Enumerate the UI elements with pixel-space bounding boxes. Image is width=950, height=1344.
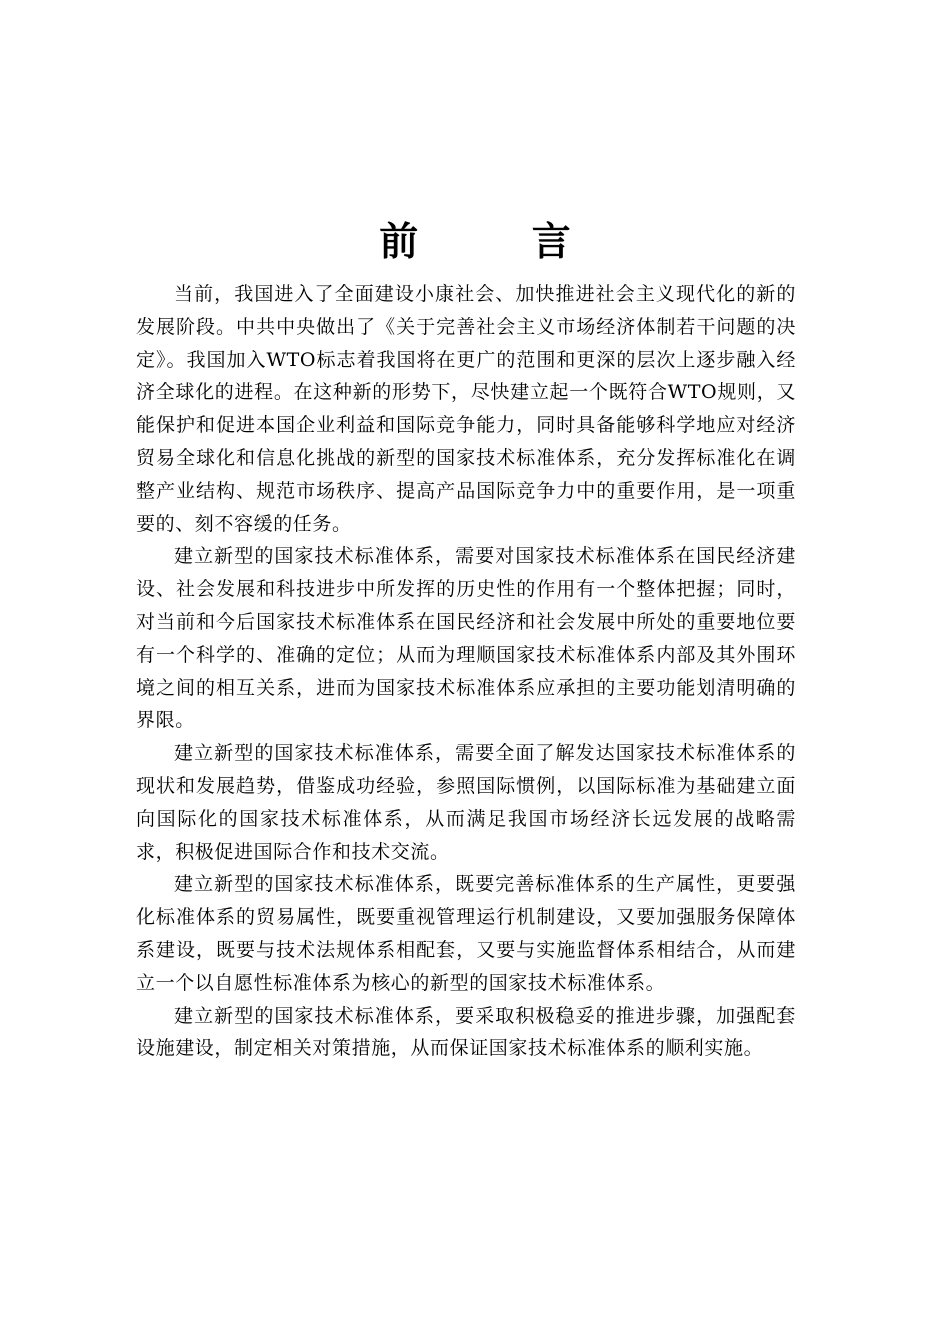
- preface-body: [136, 278, 796, 1065]
- paragraph-2: 建立新型的国家技术标准体系，需要对国家技术标准体系在国民经济建设、社会发展和科技进步中所发挥的历史性的作用有一个整体把握；同时，对当前和今后国家技术标准体系在国民经济和社会发展中所处的重要地位要有一个科学的、准确的定位；从而为理顺国家技术标准体系内部及其外围环境之间的相互关系，进而为国家技术标准体系应承担的主要功能划清明确的界限。: [136, 545, 796, 732]
- paragraph-5: 建立新型的国家技术标准体系，要采取积极稳妥的推进步骤，加强配套设施建设，制定相关对策措施，从而保证国家技术标准体系的顺利实施。: [136, 1004, 796, 1060]
- page-title: 前 言: [379, 219, 621, 266]
- paragraph-3: 建立新型的国家技术标准体系，需要全面了解发达国家技术标准体系的现状和发展趋势，借鉴成功经验，参照国际惯例，以国际标准为基础建立面向国际化的国家技术标准体系，从而满足我国市场经济长远发展的战略需求，积极促进国际合作和技术交流。: [136, 742, 796, 863]
- paragraph-1: 当前，我国进入了全面建设小康社会、加快推进社会主义现代化的新的发展阶段。中共中央做出了《关于完善社会主义市场经济体制若干问题的决定》。我国加入WTO标志着我国将在更广的范围和更深的层次上逐步融入经济全球化的进程。在这种新的形势下，尽快建立起一个既符合WTO规则，又能保护和促进本国企业利益和国际竞争能力，同时具备能够科学地应对经济贸易全球化和信息化挑战的新型的国家技术标准体系，充分发挥标准化在调整产业结构、规范市场秩序、提高产品国际竞争力中的重要作用，是一项重要的、刻不容缓的任务。: [136, 283, 796, 535]
- paragraph-4: 建立新型的国家技术标准体系，既要完善标准体系的生产属性，更要强化标准体系的贸易属性，既要重视管理运行机制建设，又要加强服务保障体系建设，既要与技术法规体系相配套，又要与实施监督体系相结合，从而建立一个以自愿性标准体系为核心的新型的国家技术标准体系。: [136, 873, 796, 994]
